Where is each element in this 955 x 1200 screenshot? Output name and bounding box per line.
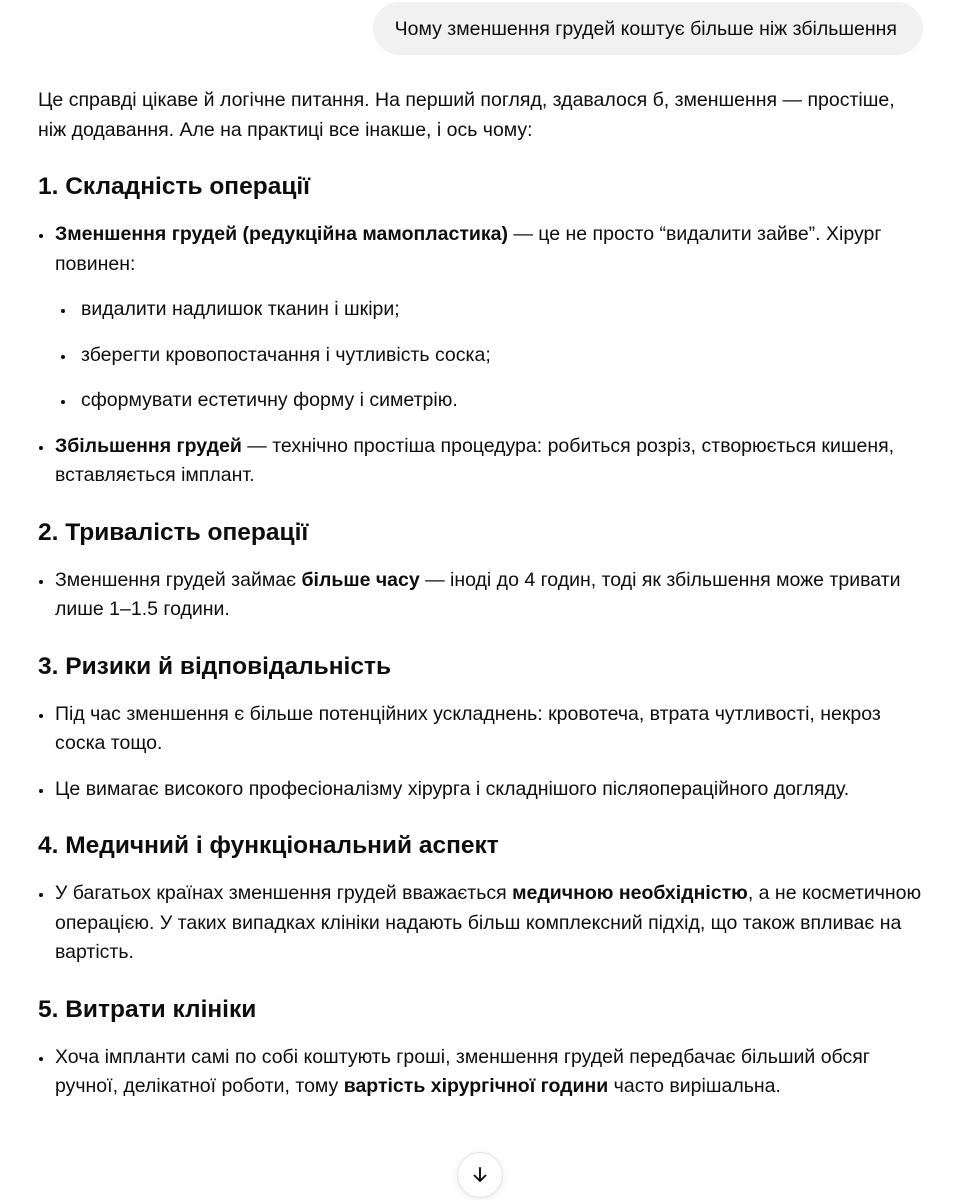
bullet-item <box>38 566 928 625</box>
sub-bullet-item: видалити надлишок тканин і шкіри; <box>55 295 928 325</box>
arrow-down-icon <box>470 1165 490 1185</box>
bullet-list <box>38 879 928 968</box>
bullet-text: — це не просто “видалити зайве”. Хірург повинен: <box>55 223 882 275</box>
section-title: 4. Медичний і функціональний аспект <box>38 832 499 859</box>
section-duration <box>38 517 928 625</box>
section-title: 5. Витрати клініки <box>38 995 257 1023</box>
bullet-text-pre: Зменшення грудей займає <box>55 568 302 591</box>
section-medical-aspect <box>38 830 928 968</box>
bullet-item <box>38 220 928 416</box>
bullet-text-pre: У багатьох країнах зменшення грудей вважається <box>55 882 513 904</box>
bullet-text: часто вирішальна. <box>608 1075 781 1097</box>
bullet-text: — іноді до 4 годин, тоді як збільшення може тривати лише 1–1.5 години. <box>55 568 901 620</box>
bullet-text-pre: Хоча імпланти самі по собі коштують гроші, зменшення грудей передбачає більший обсяг ручної, делікатної роботи, тому <box>55 1045 870 1097</box>
scroll-to-bottom-button[interactable] <box>457 1152 503 1198</box>
bullet-bold-text: Збільшення грудей <box>55 434 242 457</box>
section-title: 3. Ризики й відповідальність <box>38 652 392 680</box>
bullet-bold-text: вартість хірургічної години <box>343 1075 609 1097</box>
section-title: 1. Складність операції <box>38 173 311 200</box>
bullet-list <box>38 566 928 625</box>
bullet-bold-text: медичною необхідністю <box>512 882 748 904</box>
bullet-item: Під час зменшення є більше потенційних ускладнень: кровотеча, втрата чутливості, некроз соска тощо. <box>38 700 928 759</box>
section-title: 2. Тривалість операції <box>38 518 309 546</box>
response-intro: Це справді цікаве й логічне питання. На перший погляд, здавалося б, зменшення — простіше, ніж додавання. Але на практиці все інакше, і ось чому: <box>38 89 895 141</box>
user-message-row <box>0 0 923 55</box>
user-message-bubble: Чому зменшення грудей коштує більше ніж збільшення <box>373 2 923 55</box>
sub-bullet-item: зберегти кровопостачання і чутливість соска; <box>55 341 928 371</box>
section-complexity <box>38 171 928 491</box>
section-clinic-costs <box>38 994 928 1102</box>
bullet-list <box>38 1043 928 1102</box>
bullet-item <box>38 879 928 968</box>
sub-bullet-item: сформувати естетичну форму і симетрію. <box>55 386 928 416</box>
bullet-item <box>38 432 928 491</box>
bullet-item: Це вимагає високого професіоналізму хірурга і складнішого післяопераційного догляду. <box>38 775 928 805</box>
bullet-text: — технічно простіша процедура: робиться розріз, створюється кишеня, вставляється імплант. <box>55 434 895 486</box>
sub-bullet-list <box>55 295 928 416</box>
assistant-response <box>38 86 928 1128</box>
bullet-list <box>38 220 928 491</box>
section-risks <box>38 651 928 805</box>
bullet-text: , а не косметичною операцією. У таких випадках клініки надають більш комплексний підхід, що також впливає на вартість. <box>55 882 922 963</box>
bullet-item <box>38 1043 928 1102</box>
bullet-bold-text: більше часу <box>301 568 420 591</box>
bullet-bold-text: Зменшення грудей (редукційна мамопластика) <box>55 223 508 245</box>
bullet-list <box>38 700 928 805</box>
